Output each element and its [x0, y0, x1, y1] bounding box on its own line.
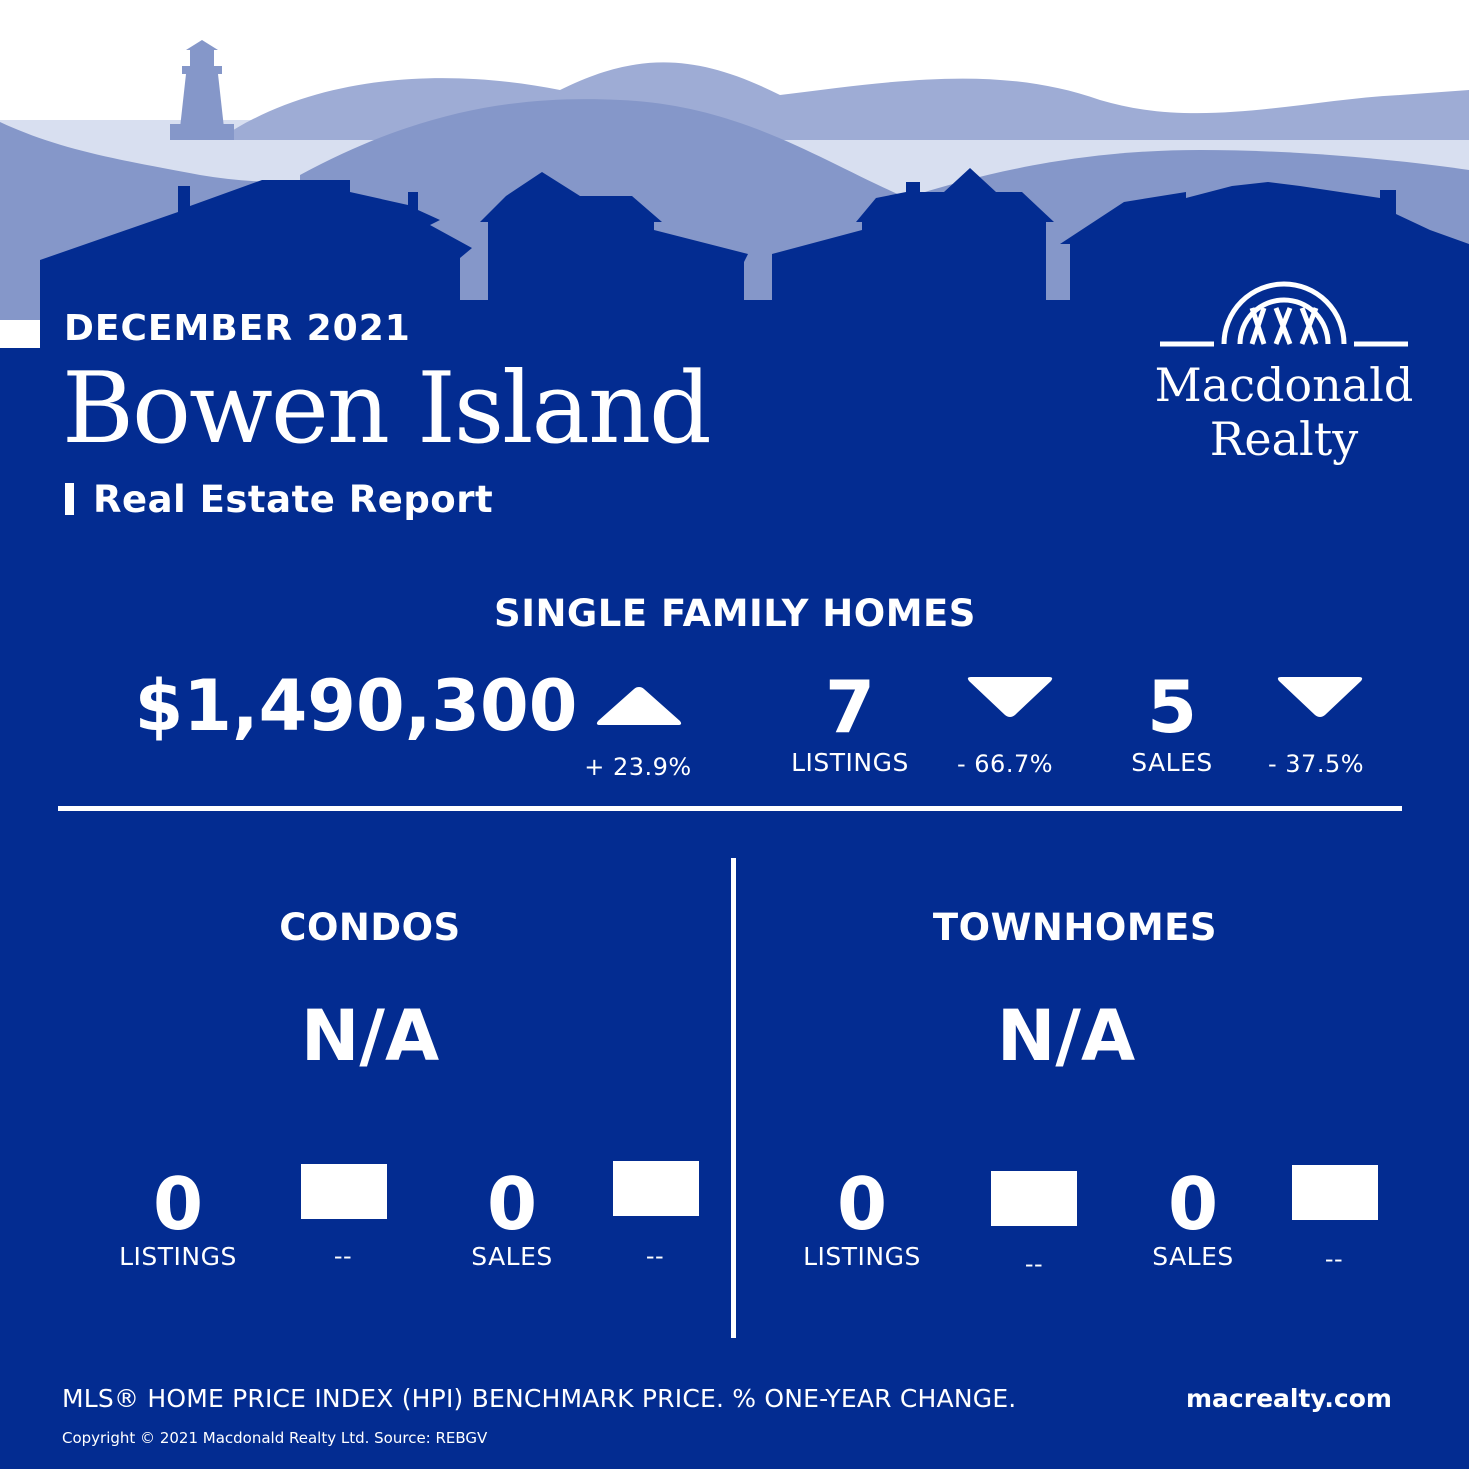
website-link[interactable]: macrealty.com — [1186, 1384, 1392, 1413]
condos-listings-count: 0 — [152, 1162, 204, 1246]
single-family-sales-label: SALES — [1131, 748, 1213, 777]
logo-text-line2: Realty — [1209, 412, 1359, 466]
townhomes-title: TOWNHOMES — [932, 906, 1218, 949]
townhomes-sales-indicator — [1292, 1165, 1378, 1220]
townhomes-listings-indicator — [991, 1171, 1077, 1226]
condos-listings-indicator — [301, 1164, 387, 1219]
subtitle-bar — [65, 483, 74, 515]
sales-trend-down-icon — [1275, 673, 1365, 723]
section-divider-horizontal — [58, 806, 1402, 811]
city-title: Bowen Island — [62, 352, 710, 466]
copyright-text: Copyright © 2021 Macdonald Realty Ltd. Source: REBGV — [62, 1429, 488, 1447]
condos-sales-count: 0 — [486, 1162, 538, 1246]
townhomes-listings-change: -- — [1024, 1250, 1044, 1278]
sunburst-arch-icon — [1160, 278, 1408, 350]
townhomes-listings-count: 0 — [836, 1162, 888, 1246]
condos-sales-change: -- — [645, 1242, 665, 1270]
condos-title: CONDOS — [279, 906, 461, 949]
report-month: DECEMBER 2021 — [64, 308, 411, 349]
townhomes-listings-label: LISTINGS — [803, 1242, 921, 1271]
price-trend-up-icon — [594, 683, 684, 729]
price-change: + 23.9% — [584, 753, 692, 781]
condos-sales-label: SALES — [471, 1242, 553, 1271]
townhomes-sales-label: SALES — [1152, 1242, 1234, 1271]
listings-change: - 66.7% — [956, 750, 1054, 778]
townhomes-sales-count: 0 — [1167, 1162, 1219, 1246]
footer-note: MLS® HOME PRICE INDEX (HPI) BENCHMARK PRICE. % ONE-YEAR CHANGE. — [62, 1384, 1017, 1413]
report-subtitle: Real Estate Report — [93, 478, 494, 521]
single-family-price: $1,490,300 — [134, 665, 578, 747]
single-family-sales-count: 5 — [1146, 665, 1198, 749]
section-divider-vertical — [731, 858, 736, 1338]
single-family-listings-label: LISTINGS — [791, 748, 909, 777]
single-family-title: SINGLE FAMILY HOMES — [494, 592, 976, 635]
listings-trend-down-icon — [965, 673, 1055, 723]
condos-listings-label: LISTINGS — [119, 1242, 237, 1271]
logo-text-line1: Macdonald — [1154, 358, 1414, 412]
single-family-listings-count: 7 — [824, 665, 876, 749]
condos-sales-indicator — [613, 1161, 699, 1216]
condos-price: N/A — [300, 995, 440, 1077]
sales-change: - 37.5% — [1267, 750, 1365, 778]
townhomes-sales-change: -- — [1324, 1245, 1344, 1273]
townhomes-price: N/A — [996, 995, 1136, 1077]
condos-listings-change: -- — [333, 1242, 353, 1270]
